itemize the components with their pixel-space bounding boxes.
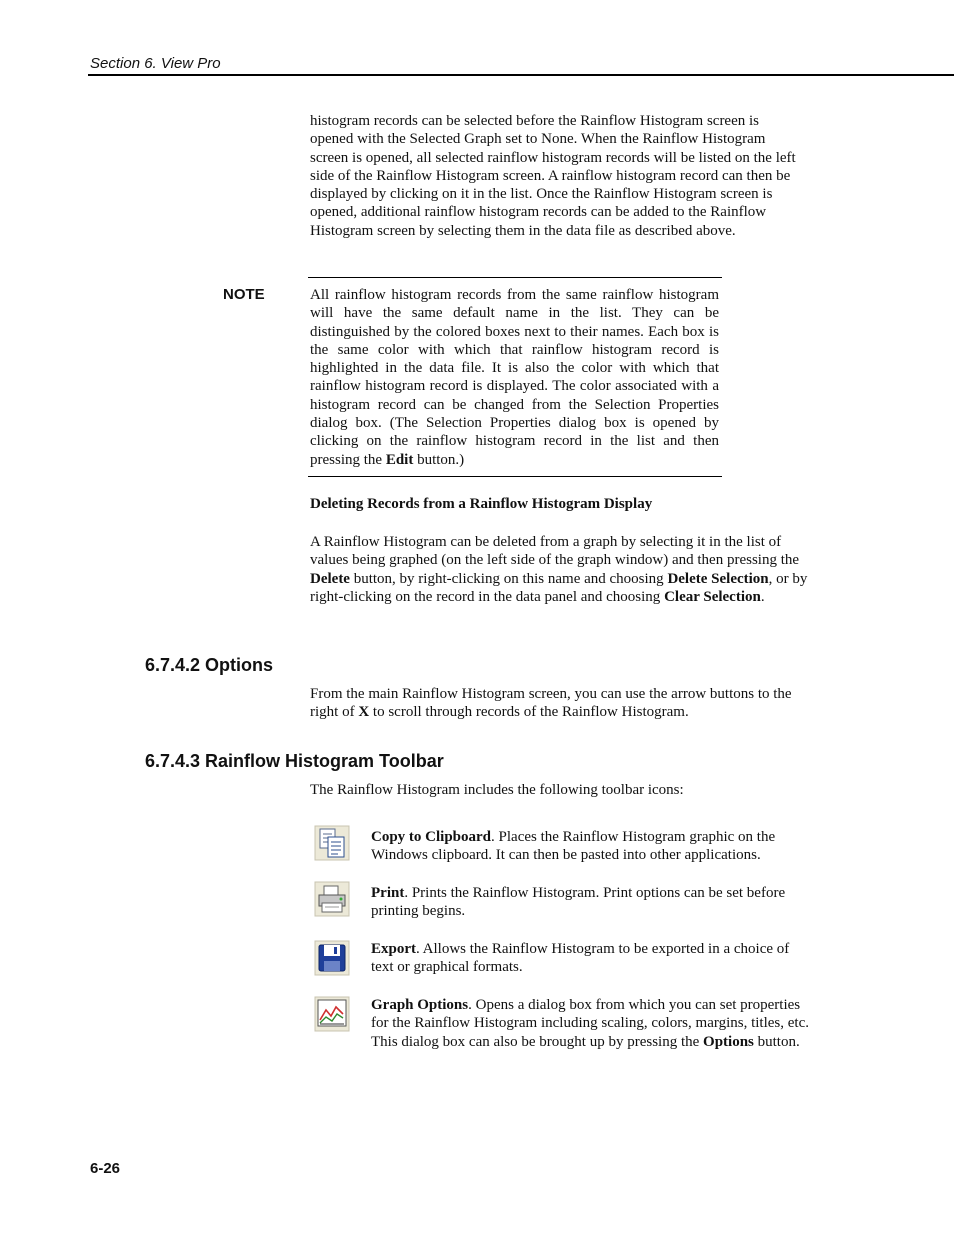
edit-bold: Edit: [385, 451, 414, 468]
page-number: 6-26: [90, 1160, 121, 1177]
options-paragraph: From the main Rainflow Histogram screen, you can use the arrow buttons to the right of X to scroll through records of the Rainflow Histogram.: [310, 686, 792, 721]
deleting-heading: Deleting Records from a Rainflow Histogram Display: [310, 496, 653, 512]
toolbar-intro: The Rainflow Histogram includes the following toolbar icons:: [310, 782, 684, 798]
options-heading: 6.7.4.2 Options: [145, 655, 274, 675]
copy-clipboard-description: Copy to Clipboard. Places the Rainflow Histogram graphic on the Windows clipboard. It can then be pasted into other applications.: [371, 829, 776, 864]
header-rule: [88, 74, 954, 76]
note-label: NOTE: [223, 286, 265, 303]
graph-options-description: Graph Options. Opens a dialog box from which you can set properties for the Rainflow Histogram including scaling, colors, margins, titles, etc. This dialog box can also be brought up by pressing the Options button.: [371, 997, 809, 1050]
print-description: Print. Prints the Rainflow Histogram. Print options can be set before printing begins.: [371, 885, 786, 920]
note-top-rule: [308, 277, 722, 278]
graph-options-icon: [314, 996, 350, 1032]
floppy-disk-icon: [314, 940, 350, 976]
running-header: Section 6. View Pro: [90, 55, 221, 72]
note-paragraph: All rainflow histogram records from the same rainflow histogram will have the same default name in the list. They can be distinguished by the colored boxes next to their names. Each box is the same color with which that rainflow histogram record is highlighted in the data file. It is also the color with which that rainflow histogram record is displayed. The color associated with a histogram record can be changed from the Selection Properties dialog box. (The Selection Properties dialog box is opened by clicking on the rainflow histogram record in the list and then pressing the Edit button.): [310, 287, 719, 468]
export-description: Export. Allows the Rainflow Histogram to be exported in a choice of text or graphical formats.: [371, 941, 790, 976]
intro-paragraph: histogram records can be selected before the Rainflow Histogram screen is opened with the Selected Graph set to None. When the Rainflow Histogram screen is opened, all selected rainflow histogram records will be listed on the left side of the Rainflow Histogram screen. A rainflow histogram record can then be displayed by clicking on it in the list. Once the Rainflow Histogram screen is opened, additional rainflow histogram records can be added to the Rainflow Histogram screen by selecting them in the data file as described above.: [310, 113, 796, 239]
copy-clipboard-icon: [314, 825, 350, 861]
deleting-paragraph: A Rainflow Histogram can be deleted from a graph by selecting it in the list of values being graphed (on the left side of the graph window) and then pressing the Delete button, by right-clicking on this name and choosing Delete Selection, or by right-clicking on the record in the data panel and choosing Clear Selection.: [310, 534, 808, 605]
printer-icon: [314, 881, 350, 917]
toolbar-heading: 6.7.4.3 Rainflow Histogram Toolbar: [145, 751, 444, 771]
note-bottom-rule: [308, 476, 722, 477]
